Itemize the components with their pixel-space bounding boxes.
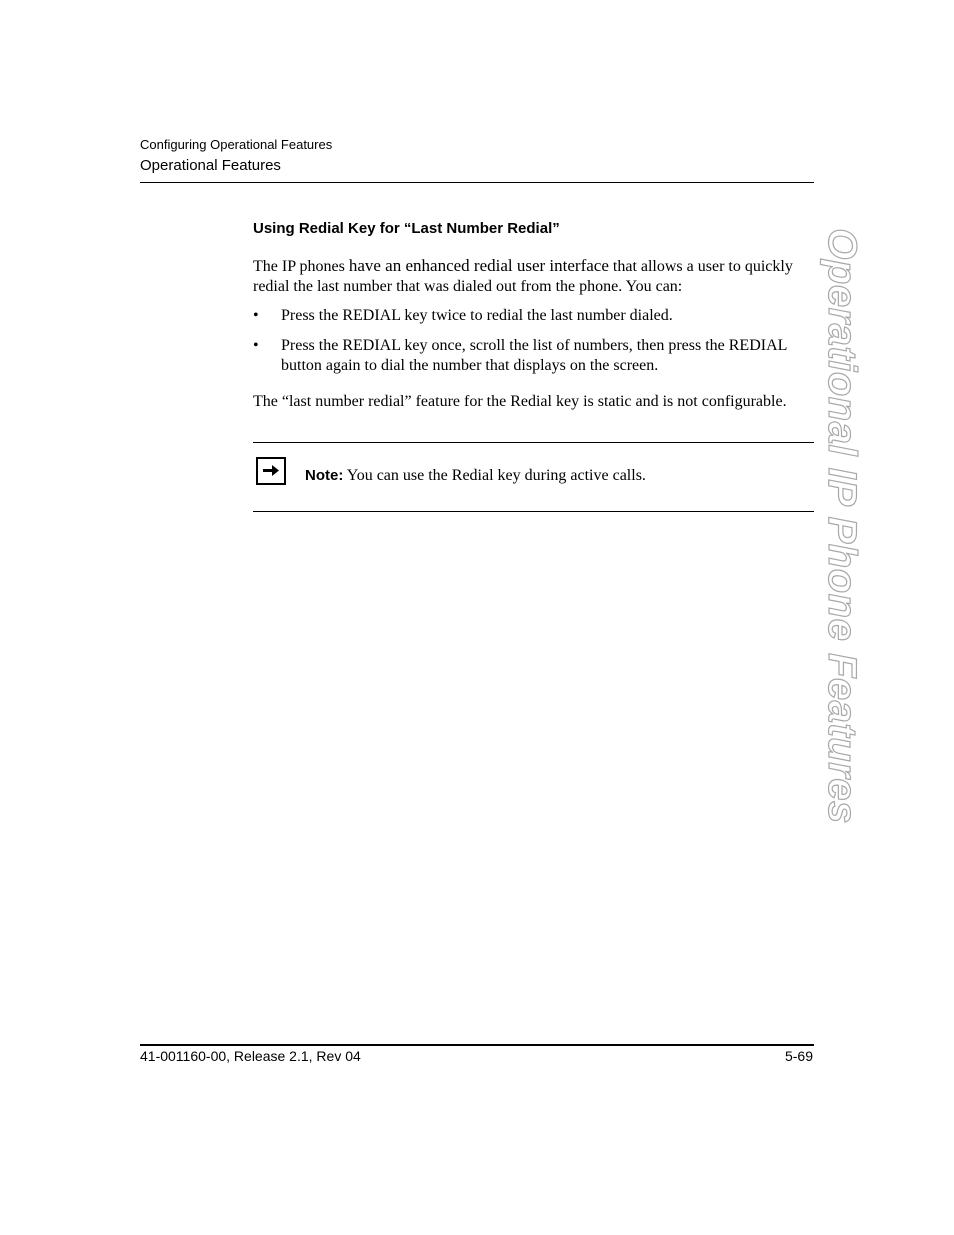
footer-divider xyxy=(140,1044,814,1046)
note-body: You can use the Redial key during active calls. xyxy=(343,467,646,484)
section-heading: Using Redial Key for “Last Number Redial” xyxy=(253,220,560,237)
list-item-text: Press the REDIAL key twice to redial the last number dialed. xyxy=(281,307,673,324)
chapter-side-tab xyxy=(817,228,867,824)
note-top-divider xyxy=(253,442,814,443)
chapter-side-tab-text: Operational IP Phone Features xyxy=(820,228,864,824)
intro-text-part1: The IP phones xyxy=(253,258,349,275)
list-item xyxy=(253,306,813,326)
list-item xyxy=(253,336,813,376)
static-feature-paragraph: The “last number redial” feature for the Redial key is static and is not configurable. xyxy=(253,393,787,410)
note-bottom-divider xyxy=(253,511,814,512)
running-header-section: Operational Features xyxy=(140,157,281,174)
note-label: Note: xyxy=(305,467,344,484)
intro-paragraph xyxy=(253,256,813,297)
bullet-marker: • xyxy=(253,337,259,354)
bullet-marker: • xyxy=(253,307,259,324)
intro-text-part2: have an enhanced redial user interface xyxy=(348,256,609,275)
list-item-text: Press the REDIAL key once, scroll the list of numbers, then press the REDIAL button again to dial the number that displays on the screen. xyxy=(281,337,787,374)
arrow-right-icon xyxy=(256,457,286,485)
footer-doc-id: 41-001160-00, Release 2.1, Rev 04 xyxy=(140,1048,361,1064)
footer-page-number: 5-69 xyxy=(784,1048,813,1064)
intro-text-part3: that allows a user to quickly redial the last number that was dialed out from the phone. You can: xyxy=(253,258,793,295)
running-header-chapter: Configuring Operational Features xyxy=(140,137,333,152)
note xyxy=(305,466,805,486)
header-divider xyxy=(140,182,814,183)
